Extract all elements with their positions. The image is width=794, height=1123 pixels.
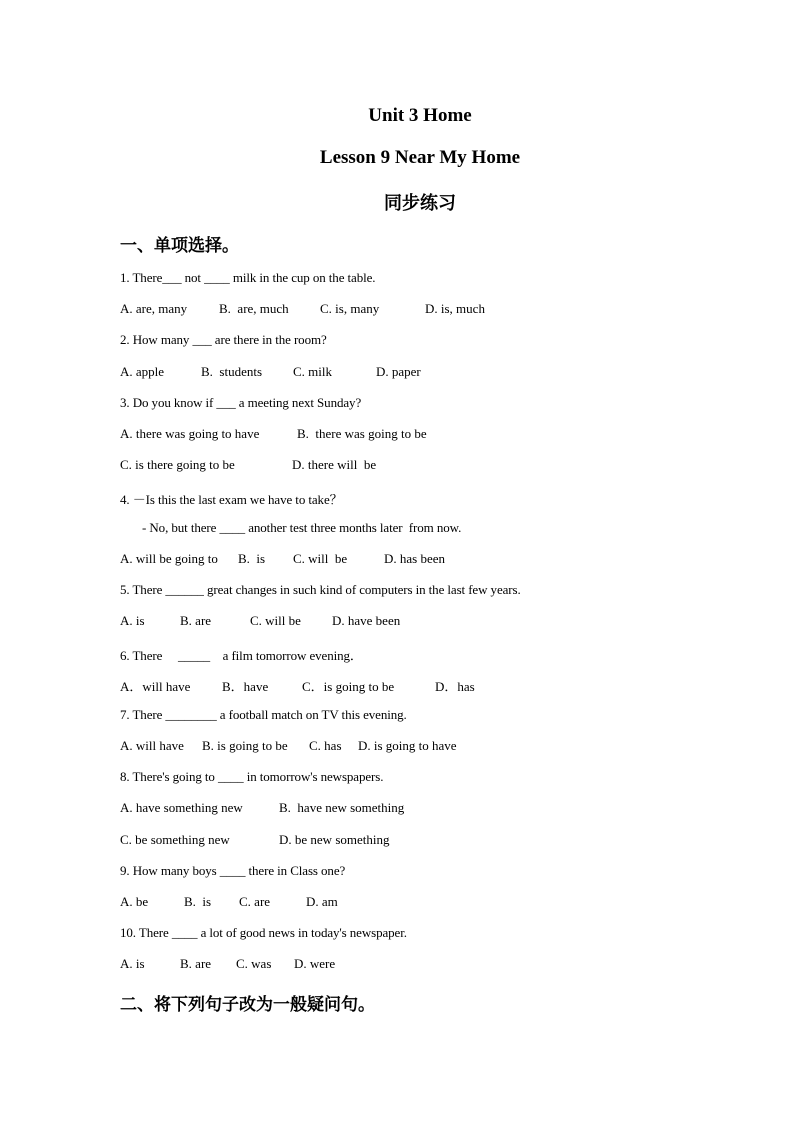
option-7d: D. is going to have <box>358 738 457 753</box>
unit-title: Unit 3 Home <box>368 105 472 126</box>
option-10d: D. were <box>294 956 336 971</box>
question-5: 5. There ______ great changes in such kind of computers in the last few years. <box>120 582 521 597</box>
option-3b: B. there was going to be <box>297 426 427 441</box>
option-10b: B. are <box>180 956 212 971</box>
option-8c: C. be something new <box>120 832 230 847</box>
question-7: 7. There ________ a football match on TV this evening. <box>120 707 407 722</box>
option-9d: D. am <box>306 894 338 909</box>
option-8b: B. have new something <box>279 800 405 815</box>
option-5c: C. will be <box>250 613 301 628</box>
question-2: 2. How many ___ are there in the room? <box>120 332 327 347</box>
option-8d: D. be new something <box>279 832 390 847</box>
option-6d: D．has <box>435 679 475 694</box>
option-9b: B. is <box>184 894 212 909</box>
question-8: 8. There's going to ____ in tomorrow's newspapers. <box>120 769 384 784</box>
option-10a: A. is <box>120 956 145 971</box>
option-2b: B. students <box>201 364 263 379</box>
option-5d: D. have been <box>332 613 401 628</box>
section-heading-1: 一、单项选择。 <box>120 236 239 256</box>
option-7a: A. will have <box>120 738 184 753</box>
option-7c: C. has <box>309 738 342 753</box>
option-2c: C. milk <box>293 364 333 379</box>
question-3: 3. Do you know if ___ a meeting next Sunday? <box>120 395 362 410</box>
question-4: 4. －Is this the last exam we have to take？ <box>120 492 343 507</box>
question-1: 1. There___ not ____ milk in the cup on the table. <box>120 270 376 285</box>
option-9a: A. be <box>120 894 149 909</box>
option-1a: A. are, many <box>120 301 188 316</box>
option-3d: D. there will be <box>292 457 377 472</box>
option-3a: A. there was going to have <box>120 426 260 441</box>
question-6: 6. There _____ a film tomorrow evening． <box>120 648 363 663</box>
option-6c: C．is going to be <box>302 679 395 694</box>
option-5b: B. are <box>180 613 212 628</box>
option-1d: D. is, much <box>425 301 485 316</box>
question-9: 9. How many boys ____ there in Class one? <box>120 863 346 878</box>
option-4d: D. has been <box>384 551 446 566</box>
option-10c: C. was <box>236 956 272 971</box>
subtitle: 同步练习 <box>384 193 456 214</box>
option-2a: A. apple <box>120 364 165 379</box>
option-4b: B. is <box>238 551 266 566</box>
question-10: 10. There ____ a lot of good news in today's newspaper. <box>120 925 407 940</box>
option-9c: C. are <box>239 894 271 909</box>
option-4a: A. will be going to <box>120 551 218 566</box>
option-1c: C. is, many <box>320 301 380 316</box>
option-7b: B. is going to be <box>202 738 288 753</box>
option-1b: B. are, much <box>219 301 289 316</box>
option-3c: C. is there going to be <box>120 457 235 472</box>
option-5a: A. is <box>120 613 145 628</box>
lesson-title: Lesson 9 Near My Home <box>319 147 521 168</box>
option-8a: A. have something new <box>120 800 243 815</box>
option-6a: A．will have <box>120 679 191 694</box>
question-4-reply: - No, but there ____ another test three months later from now. <box>142 520 462 535</box>
section-heading-2: 二、将下列句子改为一般疑问句。 <box>120 995 375 1015</box>
option-6b: B．have <box>222 679 269 694</box>
option-2d: D. paper <box>376 364 421 379</box>
option-4c: C. will be <box>293 551 348 566</box>
